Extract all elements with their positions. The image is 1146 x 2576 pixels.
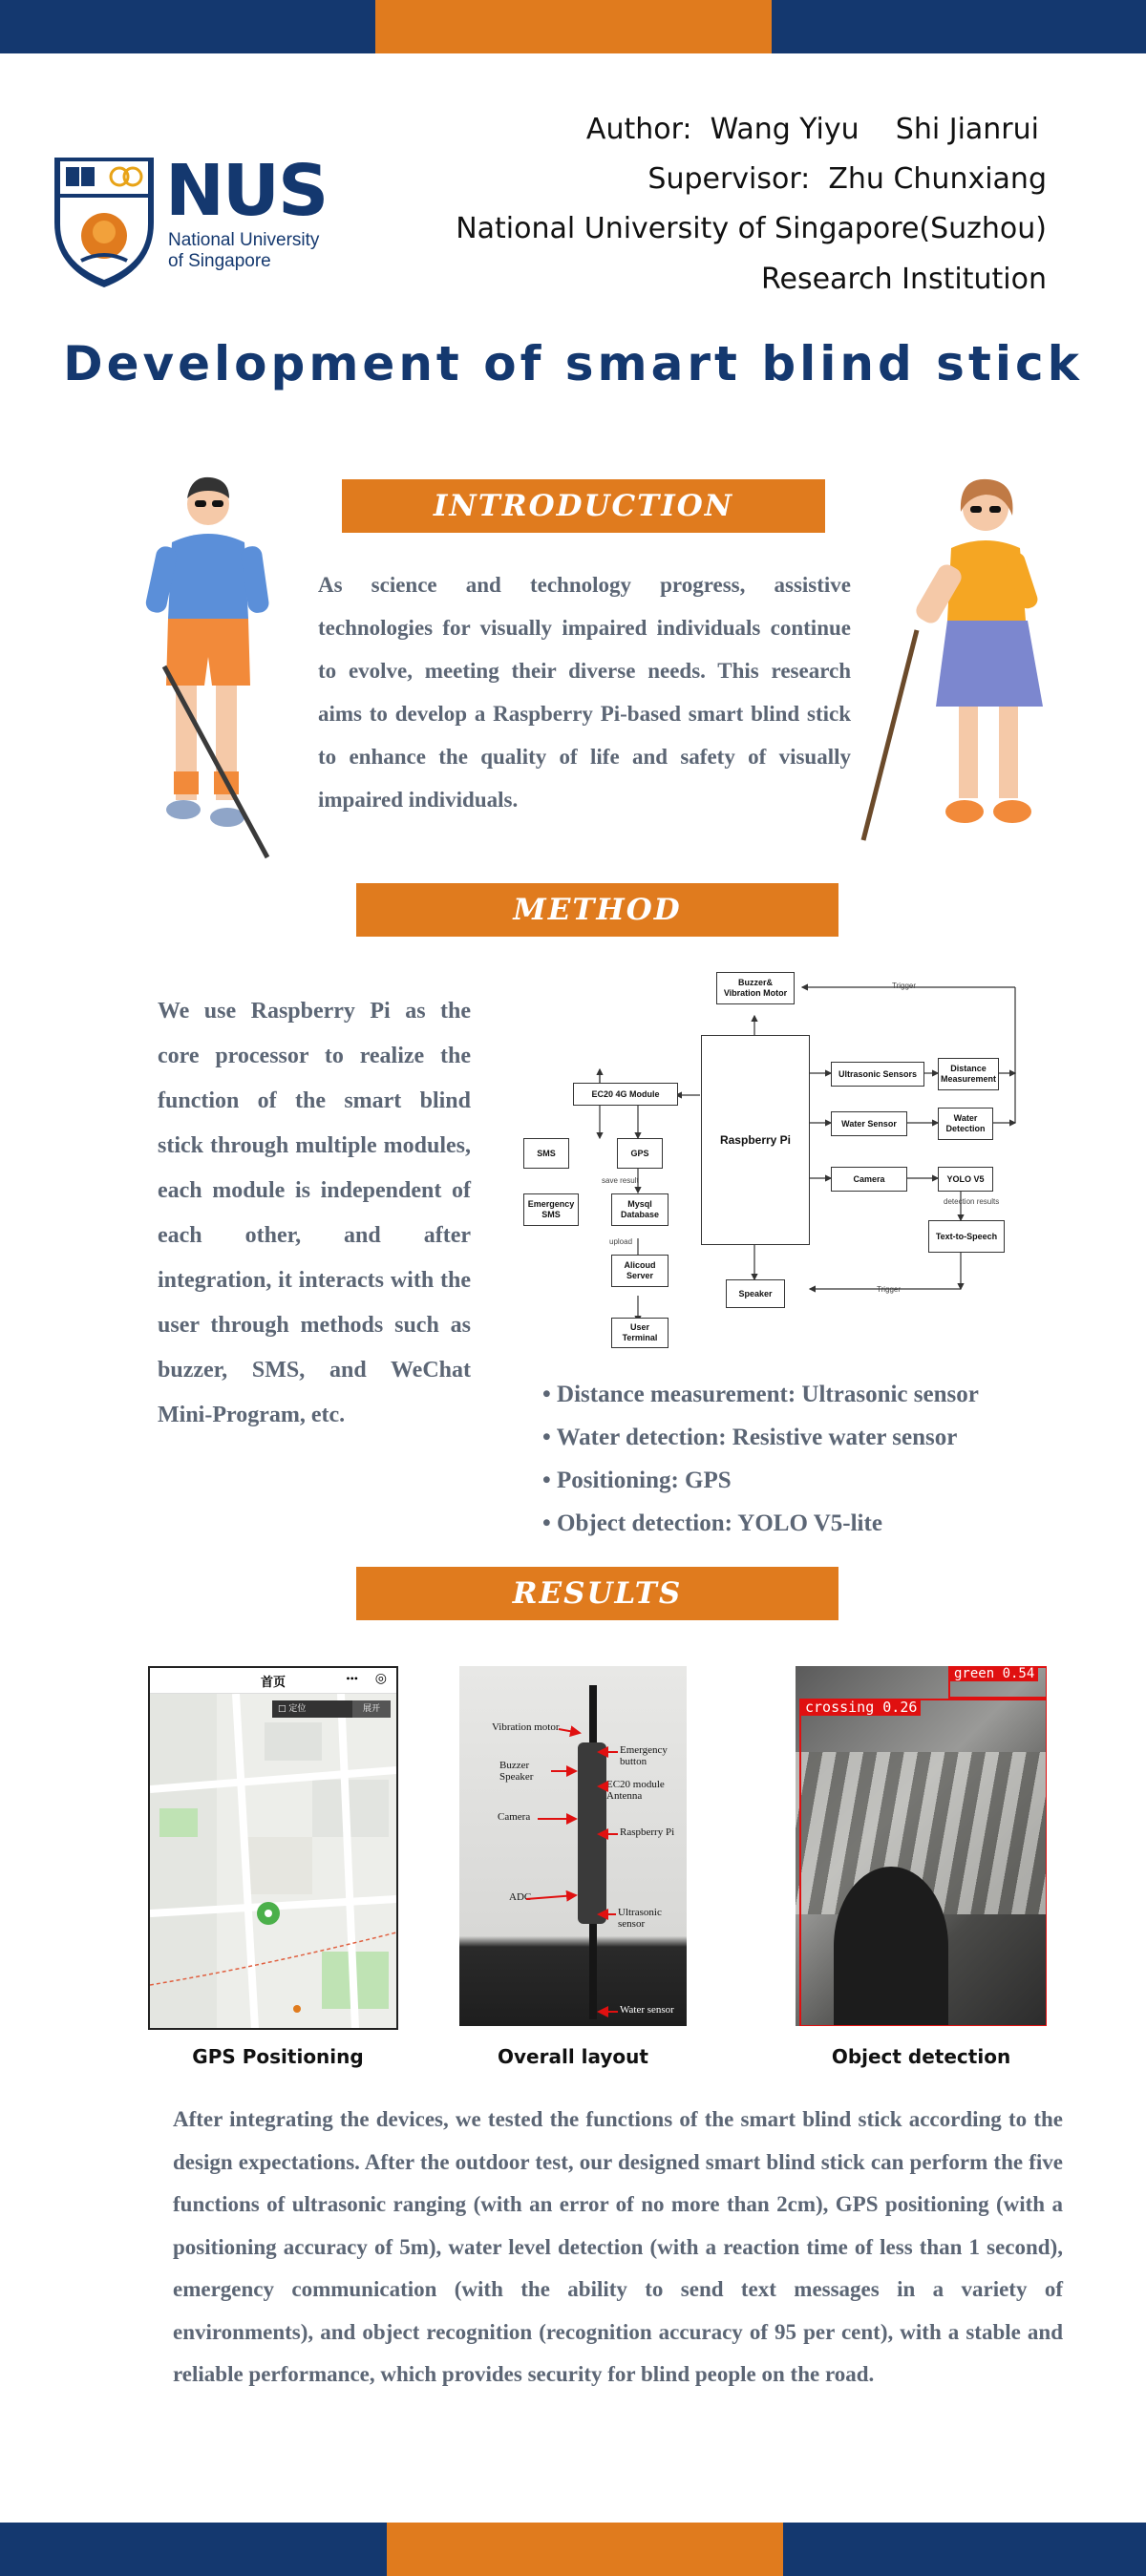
diagram-emergency-sms-box: Emergency SMS (523, 1193, 579, 1226)
layout-label-emergency: Emergency button (620, 1744, 668, 1767)
phone-title: 首页 (260, 1676, 286, 1690)
logo-text: NUS (165, 150, 328, 232)
top-band-left (0, 0, 375, 53)
layout-label-camera: Camera (498, 1811, 531, 1823)
introduction-text: As science and technology progress, assistive technologies for visually impaired individuals continue to evolve, meeting their diverse needs. This research aims to develop a Raspberry Pi-based smart blind stick to enhance the quality of life and safety of visually impaired individuals. (318, 573, 851, 812)
diagram-ec20-box: EC20 4G Module (573, 1083, 678, 1106)
layout-label-buzzer: Buzzer Speaker (499, 1760, 534, 1783)
supervisor-line: Supervisor: Zhu Chunxiang (647, 162, 1047, 196)
detect-label-green: green 0.54 (950, 1666, 1038, 1681)
feature-list (542, 1373, 979, 1545)
top-band-right (772, 0, 1146, 53)
map-view (150, 1694, 396, 2029)
boy-with-cane-illustration (134, 466, 277, 867)
caption-layout: Overall layout (498, 2045, 648, 2068)
logo-subtitle-2: of Singapore (168, 251, 271, 271)
caption-detection: Object detection (831, 2045, 1011, 2068)
diagram-gps-box: GPS (617, 1138, 663, 1169)
layout-arrows (459, 1666, 687, 2026)
institution-line-1: National University of Singapore(Suzhou) (456, 212, 1047, 245)
more-icon: ••• (346, 1672, 358, 1685)
girl-with-cane-illustration (860, 468, 1079, 850)
diagram-upload-label: upload (609, 1237, 633, 1246)
layout-label-ultrasonic: Ultrasonic sensor (618, 1907, 662, 1930)
target-icon: ◎ (374, 1672, 387, 1686)
diagram-sms-box: SMS (523, 1138, 569, 1169)
diagram-water-detection-box: Water Detection (938, 1108, 993, 1140)
diagram-detection-results-label: detection results (944, 1197, 1000, 1206)
diagram-distance-box: Distance Measurement (938, 1058, 999, 1090)
diagram-water-sensor-box: Water Sensor (831, 1111, 907, 1136)
system-diagram (523, 966, 1025, 1342)
feature-item: • Water detection: Resistive water sensor (542, 1416, 979, 1459)
introduction-heading: INTRODUCTION (342, 479, 825, 533)
layout-label-ec20: EC20 module Antenna (606, 1779, 665, 1802)
bottom-band-middle (387, 2523, 783, 2576)
diagram-mysql-box: Mysql Database (611, 1193, 668, 1226)
feature-item: • Object detection: YOLO V5-lite (542, 1502, 979, 1545)
diagram-buzzer-box: Buzzer& Vibration Motor (716, 972, 795, 1004)
nus-logo (53, 150, 349, 289)
diagram-yolo-box: YOLO V5 (938, 1167, 993, 1192)
diagram-terminal-box: User Terminal (611, 1318, 668, 1348)
location-label: □ 定位 (272, 1700, 356, 1718)
detect-label-crossing: crossing 0.26 (801, 1699, 921, 1716)
feature-item: • Positioning: GPS (542, 1459, 979, 1502)
results-text: After integrating the devices, we tested the functions of the smart blind stick according to the design expectations. After the outdoor test, our designed smart blind stick can perform the five functions of ultrasonic ranging (with an error of no more than 2cm), GPS positioning (with a positioning accuracy of 5m), water level detection (with a reaction time of less than 1 second), emergency communication (with the ability to send text messages in a variety of environments), and object recognition (recognition accuracy of 95 per cent), with a stable and reliable performance, which provides security for blind people on the road. (173, 2107, 1063, 2386)
layout-label-water: Water sensor (620, 2004, 674, 2016)
object-detection-photo (796, 1666, 1047, 2026)
diagram-speaker-box: Speaker (726, 1279, 785, 1308)
logo-subtitle-1: National University (168, 230, 320, 250)
method-heading: METHOD (356, 883, 838, 937)
author-line: Author: Wang Yiyu Shi Jianrui (585, 113, 1039, 146)
diagram-aliyun-box: Alicoud Server (611, 1255, 668, 1287)
diagram-ultrasonic-box: Ultrasonic Sensors (831, 1062, 924, 1087)
diagram-trigger-label-top: Trigger (892, 982, 917, 990)
feature-item: • Distance measurement: Ultrasonic sensor (542, 1373, 979, 1416)
diagram-save-result-label: save result (602, 1176, 639, 1185)
page-title: Development of smart blind stick (63, 336, 1083, 391)
institution-line-2: Research Institution (761, 263, 1047, 296)
nus-crest-icon (53, 156, 156, 289)
method-text: We use Raspberry Pi as the core processor to realize the function of the smart blind stick through multiple modules, each module is independent of each other, and after integration, it interacts with the user through methods such as buzzer, SMS, and WeChat Mini-Program, etc. (158, 999, 471, 1427)
diagram-camera-box: Camera (831, 1167, 907, 1192)
layout-label-adc: ADC (509, 1891, 532, 1903)
layout-label-vibration: Vibration motor (492, 1721, 560, 1733)
diagram-tts-box: Text-to-Speech (928, 1220, 1005, 1253)
bottom-band-left (0, 2523, 387, 2576)
diagram-trigger-label-bottom: Trigger (877, 1285, 902, 1294)
diagram-raspberry-box: Raspberry Pi (701, 1035, 810, 1245)
expand-button[interactable]: 展开 (352, 1700, 391, 1718)
gps-phone-screenshot (148, 1666, 398, 2030)
bottom-band-right (783, 2523, 1146, 2576)
layout-label-raspberry: Raspberry Pi (620, 1826, 675, 1838)
results-heading: RESULTS (356, 1567, 838, 1620)
overall-layout-photo (459, 1666, 687, 2026)
top-band-middle (375, 0, 772, 53)
caption-gps: GPS Positioning (192, 2045, 364, 2068)
